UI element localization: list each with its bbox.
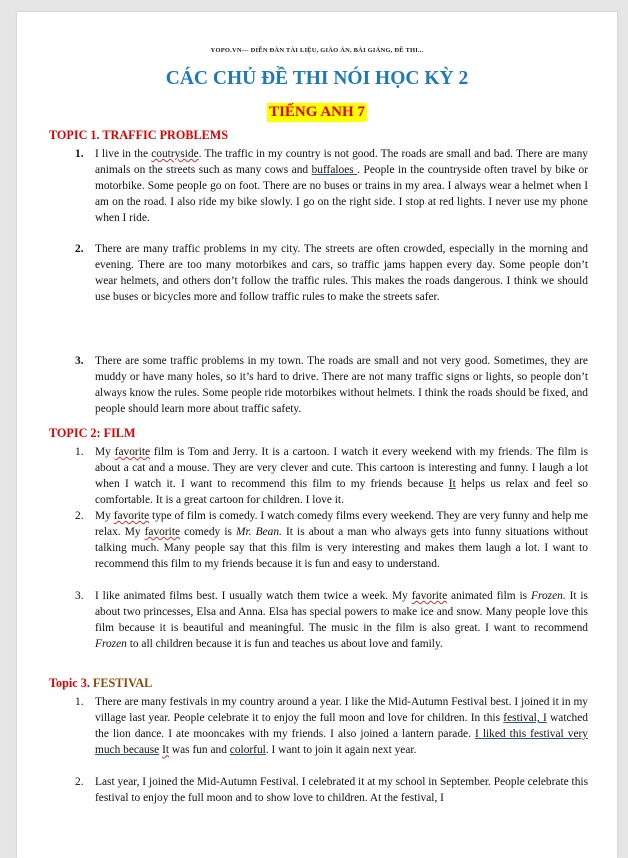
- page-subtitle: TIẾNG ANH 7: [269, 104, 365, 120]
- grammar-mark: It: [448, 478, 456, 491]
- misspelled-word: It: [162, 744, 170, 757]
- page-title: CÁC CHỦ ĐỀ THI NÓI HỌC KỲ 2: [165, 68, 469, 89]
- site-header: YOPO.VN--- DIỄN ĐÀN TÀI LIỆU, GIÁO ÁN, BÀI GIẢNG, ĐỀ THI...: [210, 47, 424, 54]
- topic-1-item-3-text: There are some traffic problems in my town. The roads are small and not very good. Sometimes, they are muddy or have many holes, so it’s hard to drive. There are not many traffic signs or lights, so people don’t always know the rules. Some people ride motorbikes without helmets. I think the roads should be fixed, and people should learn more about traffic safety.: [95, 355, 588, 416]
- topic-2-item-3-text: I like animated films best. I usually watch them twice a week. My favorite animated film is Frozen. It is about two princesses, Elsa and Anna. Elsa has special powers to make ice and snow. Many people love this film because it is beautiful and meaningful. The music in the film is also great. I want to recommend Frozen to all children because it is fun and teaches us about love and family.: [95, 590, 588, 651]
- topic-1-heading: TOPIC 1. TRAFFIC PROBLEMS: [49, 128, 228, 142]
- topic-2-item-3-number: 3.: [75, 590, 84, 602]
- topic-1-item-3-number: 3.: [75, 355, 84, 367]
- topic-3-heading: Topic 3. FESTIVAL: [49, 676, 153, 690]
- subtitle-wrap: [17, 103, 617, 122]
- topic-2-item-1-number: 1.: [75, 446, 84, 458]
- grammar-mark: festival, I: [503, 712, 547, 725]
- topic-1-item-2-number: 2.: [75, 243, 84, 255]
- misspelled-word: favorite: [113, 510, 150, 522]
- topic-1-item-1-text: I live in the coutryside. The traffic in my country is not good. The roads are small and bad. There are many animals on the streets such as many cows and buffaloes . People in the countryside often travel by bike or motorbike. Some people go on foot. There are no buses or trains in my area. I always wear a helmet when I am on the road. I also ride my bike slowly. I go on the right side. I stop at red lights. I never use my phone when I ride.: [95, 148, 588, 225]
- grammar-mark: I liked this festival very much because: [95, 728, 589, 757]
- topic-1-item-1-number: 1.: [75, 148, 84, 160]
- misspelled-word: favorite: [144, 526, 181, 539]
- grammar-mark: colorful: [229, 744, 266, 757]
- topic-2-item-1-text: My favorite film is Tom and Jerry. It is a cartoon. I watch it every weekend with my friends. The film is about a cat and a mouse. They are very clever and cute. This cartoon is interesting and funny. I laugh a lot when I watch it. I want to recommend this film to my friends because It helps us relax and feel so comfortable. It is a great cartoon for children. I love it.: [95, 446, 589, 507]
- topic-3-item-1-text: There are many festivals in my country around a year. I like the Mid-Autumn Festival best. I joined it in my village last year. People celebrate it to enjoy the full moon and love for children. In this festival, I watched the lion dance. I ate mooncakes with my friends. I also joined a lantern parade. I liked this festival very much because It was fun and colorful. I want to join it again next year.: [95, 696, 589, 757]
- topic-2-item-2-text: My favorite type of film is comedy. I watch comedy films every weekend. They are very funny and help me relax. My favorite comedy is Mr. Bean. It is about a man who always gets into funny situations without talking much. Many people say that this film is very interesting and makes them laugh a lot. I want to recommend this film to my friends because it is fun and easy to understand.: [95, 510, 589, 571]
- topic-3-item-1-number: 1.: [75, 696, 84, 708]
- grammar-mark: buffaloes: [311, 164, 358, 177]
- topic-2-heading: TOPIC 2: FILM: [49, 426, 136, 440]
- topic-3-item-2-text: Last year, I joined the Mid-Autumn Festival. I celebrated it at my school in September. People celebrate this festival to enjoy the full moon and to show love to children. At the festival, I: [95, 776, 589, 805]
- topic-2-item-2-number: 2.: [75, 510, 84, 522]
- topic-1-item-2-text: There are many traffic problems in my city. The streets are often crowded, especially in the morning and evening. There are too many motorbikes and cars, so traffic jams happen every day. Some people don’t wear helmets, and others don’t follow the traffic rules. This makes the roads dangerous. I think we should use buses or bicycles more and follow traffic rules to make the streets safer.: [95, 243, 588, 304]
- misspelled-word: favorite: [411, 590, 448, 602]
- topic-3-item-2-number: 2.: [75, 776, 84, 788]
- misspelled-word: favorite: [114, 446, 151, 458]
- misspelled-word: coutryside: [151, 148, 199, 160]
- document-page: [17, 12, 617, 858]
